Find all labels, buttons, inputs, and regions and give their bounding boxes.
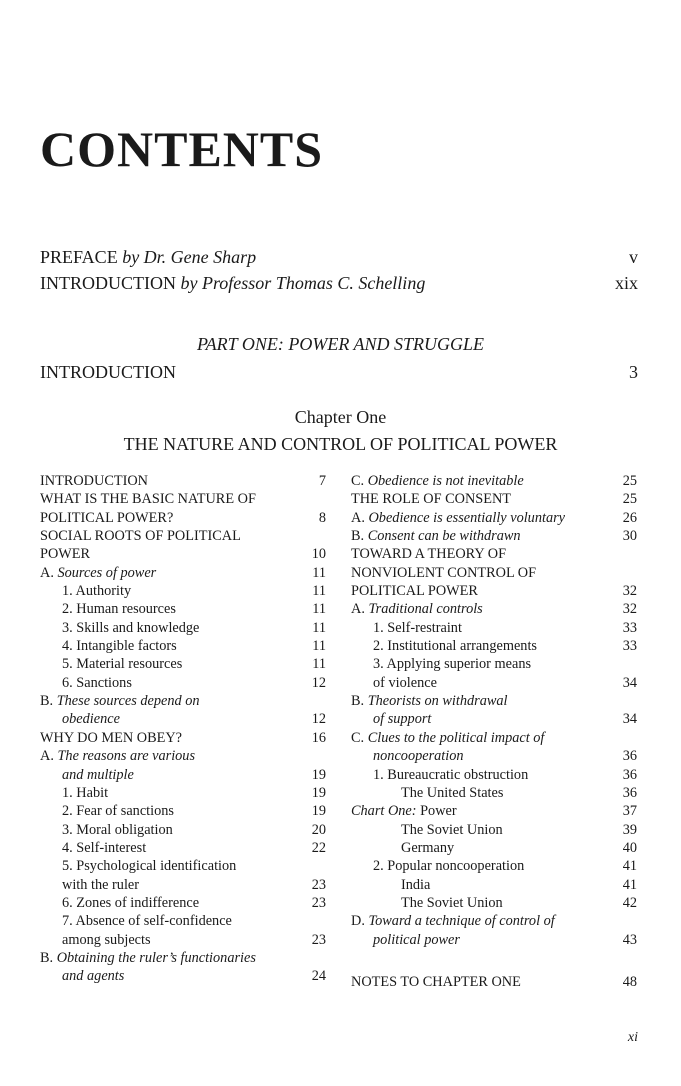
toc-entry-text: India bbox=[401, 876, 431, 893]
toc-entry-text: Obedience is not inevitable bbox=[367, 473, 524, 489]
toc-page-number: 19 bbox=[311, 766, 326, 783]
toc-entry-prefix: A. bbox=[351, 601, 369, 618]
toc-entry bbox=[40, 747, 326, 765]
toc-entry-prefix: A. bbox=[351, 509, 369, 526]
toc-label: PREFACE bbox=[40, 247, 123, 267]
toc-left-column bbox=[40, 472, 326, 986]
toc-entry bbox=[351, 509, 637, 527]
toc-entry bbox=[40, 802, 326, 820]
toc-entry-text: 7. Absence of self-confidence bbox=[62, 913, 232, 930]
toc-entry-text: 2. Institutional arrangements bbox=[373, 638, 537, 655]
toc-entry bbox=[40, 472, 326, 490]
toc-entry-text: 6. Zones of indifference bbox=[62, 894, 200, 911]
toc-entry-text: NONVIOLENT CONTROL OF bbox=[351, 564, 537, 581]
toc-entry bbox=[351, 527, 637, 545]
toc-entry-text: 5. Material resources bbox=[62, 656, 183, 673]
toc-entry bbox=[351, 802, 637, 820]
toc-page-number: 22 bbox=[311, 839, 326, 856]
toc-entry-text: INTRODUCTION bbox=[40, 473, 149, 489]
toc-right-column bbox=[351, 472, 637, 991]
toc-entry bbox=[40, 784, 326, 802]
toc-entry-text: among subjects bbox=[62, 931, 151, 948]
toc-page-number: 41 bbox=[622, 858, 637, 875]
toc-page-number: 36 bbox=[622, 766, 637, 783]
toc-entry-text: 4. Intangible factors bbox=[62, 638, 177, 655]
toc-entry bbox=[40, 655, 326, 673]
toc-entry-text: The Soviet Union bbox=[401, 821, 503, 838]
toc-entry-text: 2. Popular noncooperation bbox=[373, 858, 525, 875]
toc-author: by Dr. Gene Sharp bbox=[122, 247, 257, 267]
toc-entry-text: 1. Authority bbox=[62, 583, 132, 600]
toc-entry-text: Obedience is essentially voluntary bbox=[368, 509, 566, 526]
toc-entry-text: of violence bbox=[373, 674, 437, 691]
toc-entry-text: WHY DO MEN OBEY? bbox=[40, 729, 183, 746]
toc-entry-text: and agents bbox=[62, 968, 125, 985]
toc-entry-text: 2. Human resources bbox=[62, 601, 176, 618]
toc-entry bbox=[40, 839, 326, 857]
toc-entry-prefix: C. bbox=[351, 729, 368, 746]
toc-entry bbox=[351, 766, 637, 784]
toc-entry bbox=[351, 655, 637, 673]
toc-entry-text: TOWARD A THEORY OF bbox=[351, 546, 507, 563]
toc-entry-text: 3. Skills and knowledge bbox=[62, 619, 200, 636]
toc-entry-text: Sources of power bbox=[57, 564, 157, 581]
part-heading: PART ONE: POWER AND STRUGGLE bbox=[196, 334, 484, 354]
toc-entry-text: noncooperation bbox=[373, 748, 464, 765]
toc-page-number: 42 bbox=[622, 894, 637, 911]
toc-page-number: 11 bbox=[312, 601, 326, 618]
toc-page-number: 39 bbox=[622, 821, 637, 838]
toc-page-number: 16 bbox=[311, 729, 326, 746]
toc-entry-text: Clues to the political impact of bbox=[367, 729, 545, 746]
toc-page-number: 12 bbox=[311, 674, 326, 691]
toc-entry-text: Theorists on withdrawal bbox=[367, 693, 508, 710]
toc-entry bbox=[351, 857, 637, 875]
toc-entry bbox=[351, 619, 637, 637]
toc-entry-text: Germany bbox=[401, 839, 455, 856]
toc-entry bbox=[351, 821, 637, 839]
toc-part-introduction bbox=[40, 362, 638, 386]
toc-entry bbox=[40, 931, 326, 949]
toc-page-number: 34 bbox=[622, 711, 637, 728]
toc-entry bbox=[40, 967, 326, 985]
toc-page-number: 34 bbox=[622, 674, 637, 691]
toc-page-number: 23 bbox=[311, 876, 326, 893]
toc-page-number: 12 bbox=[311, 711, 326, 728]
toc-entry-prefix: B. bbox=[40, 949, 57, 966]
toc-entry-text: 4. Self-interest bbox=[62, 839, 147, 856]
toc-entry-text: POWER bbox=[40, 546, 91, 563]
toc-entry-text: political power bbox=[373, 931, 460, 948]
toc-front-introduction bbox=[40, 273, 638, 297]
toc-entry-prefix: B. bbox=[40, 693, 57, 710]
toc-entry bbox=[40, 509, 326, 527]
toc-page-number: 25 bbox=[622, 491, 637, 508]
toc-page-number: 23 bbox=[311, 894, 326, 911]
toc-entry-text: 1. Habit bbox=[62, 784, 109, 801]
toc-entry bbox=[351, 876, 637, 894]
toc-entry bbox=[40, 545, 326, 563]
toc-author: by Professor Thomas C. Schelling bbox=[180, 273, 426, 293]
toc-entry bbox=[40, 582, 326, 600]
toc-entry bbox=[351, 839, 637, 857]
toc-entry bbox=[40, 912, 326, 930]
toc-page-number: 11 bbox=[312, 619, 326, 636]
toc-page-number: 7 bbox=[318, 473, 326, 489]
toc-entry-text: The Soviet Union bbox=[401, 894, 503, 911]
toc-page-number: 36 bbox=[622, 784, 637, 801]
toc-entry-text: Toward a technique of control of bbox=[368, 913, 555, 930]
toc-entry bbox=[351, 490, 637, 508]
toc-entry bbox=[351, 710, 637, 728]
toc-entry bbox=[40, 876, 326, 894]
toc-entry-text: of support bbox=[373, 711, 432, 728]
toc-page-number: 40 bbox=[622, 839, 637, 856]
toc-entry bbox=[40, 527, 326, 545]
toc-page-number: 37 bbox=[622, 803, 637, 820]
toc-entry bbox=[40, 949, 326, 967]
toc-entry-text: 3. Applying superior means bbox=[373, 656, 532, 673]
toc-entry bbox=[351, 894, 637, 912]
toc-page-number: 11 bbox=[312, 656, 326, 673]
toc-entry-text: NOTES TO CHAPTER ONE bbox=[351, 973, 521, 990]
toc-entry-text: POLITICAL POWER bbox=[351, 583, 478, 600]
toc-page-number: 32 bbox=[622, 601, 637, 618]
toc-entry bbox=[351, 637, 637, 655]
toc-entry-prefix: C. bbox=[351, 473, 368, 489]
toc-entry-text: Consent can be withdrawn bbox=[367, 528, 521, 545]
toc-entry-text: These sources depend on bbox=[56, 693, 200, 710]
toc-entry bbox=[40, 710, 326, 728]
toc-entry-text: 2. Fear of sanctions bbox=[62, 803, 174, 820]
toc-entry bbox=[40, 729, 326, 747]
toc-page-number: 3 bbox=[629, 362, 638, 382]
toc-page-number: 43 bbox=[622, 931, 637, 948]
toc-entry-text: Obtaining the ruler’s functionaries bbox=[56, 949, 256, 966]
toc-entry bbox=[351, 784, 637, 802]
toc-entry-text: with the ruler bbox=[62, 876, 140, 893]
toc-entry-prefix: A. bbox=[40, 564, 58, 581]
toc-page-number: 8 bbox=[318, 509, 326, 526]
toc-page-number: 36 bbox=[622, 748, 637, 765]
toc-page-number: 11 bbox=[312, 583, 326, 600]
toc-entry bbox=[40, 692, 326, 710]
toc-page-number: 32 bbox=[622, 583, 637, 600]
toc-page-number: v bbox=[629, 247, 638, 267]
toc-label: INTRODUCTION bbox=[40, 362, 176, 382]
toc-entry-text: 6. Sanctions bbox=[62, 674, 132, 691]
toc-entry-prefix: B. bbox=[351, 693, 368, 710]
toc-entry-notes bbox=[351, 973, 637, 991]
toc-entry bbox=[40, 857, 326, 875]
toc-entry bbox=[351, 692, 637, 710]
page-folio: xi bbox=[627, 1030, 638, 1045]
toc-entry-text: Traditional controls bbox=[368, 601, 483, 618]
toc-entry bbox=[40, 490, 326, 508]
toc-page-number: 20 bbox=[311, 821, 326, 838]
toc-entry-text: POLITICAL POWER? bbox=[40, 509, 174, 526]
toc-page-number: xix bbox=[614, 273, 638, 293]
toc-page-number: 23 bbox=[311, 931, 326, 948]
toc-page-number: 33 bbox=[622, 638, 637, 655]
toc-entry-text: The reasons are various bbox=[57, 748, 196, 765]
toc-entry-text: 5. Psychological identification bbox=[62, 858, 237, 875]
toc-page-number: 48 bbox=[622, 973, 637, 990]
toc-entry-text: WHAT IS THE BASIC NATURE OF bbox=[40, 491, 256, 508]
toc-entry bbox=[351, 582, 637, 600]
toc-entry bbox=[40, 600, 326, 618]
toc-entry bbox=[40, 637, 326, 655]
toc-entry bbox=[40, 619, 326, 637]
toc-entry bbox=[40, 766, 326, 784]
toc-entry-text: 1. Bureaucratic obstruction bbox=[373, 766, 529, 783]
toc-entry bbox=[351, 729, 637, 747]
toc-entry bbox=[40, 564, 326, 582]
toc-page-number: 30 bbox=[622, 528, 637, 545]
toc-page-number: 11 bbox=[312, 638, 326, 655]
toc-entry bbox=[40, 674, 326, 692]
toc-page-number: 33 bbox=[622, 619, 637, 636]
toc-front-preface bbox=[40, 247, 638, 271]
toc-entry bbox=[351, 472, 637, 490]
toc-entry-text: obedience bbox=[62, 711, 120, 728]
toc-label: INTRODUCTION bbox=[40, 273, 181, 293]
toc-entry-text: 1. Self-restraint bbox=[373, 619, 462, 636]
toc-page-number: 11 bbox=[312, 564, 326, 581]
toc-entry bbox=[351, 600, 637, 618]
toc-page-number: 24 bbox=[311, 968, 326, 985]
toc-entry-text: The United States bbox=[401, 784, 504, 801]
toc-entry-text: and multiple bbox=[62, 766, 134, 783]
toc-entry bbox=[351, 747, 637, 765]
toc-page-number: 41 bbox=[622, 876, 637, 893]
toc-entry bbox=[351, 564, 637, 582]
toc-entry-text: Power bbox=[416, 803, 457, 820]
toc-entry-prefix: D. bbox=[351, 913, 369, 930]
toc-entry-text: SOCIAL ROOTS OF POLITICAL bbox=[40, 528, 241, 545]
toc-entry bbox=[40, 821, 326, 839]
toc-entry bbox=[351, 674, 637, 692]
toc-page-number: 19 bbox=[311, 803, 326, 820]
toc-page-number: 26 bbox=[622, 509, 637, 526]
chapter-title: THE NATURE AND CONTROL OF POLITICAL POWER bbox=[123, 434, 558, 454]
toc-page-number: 25 bbox=[622, 473, 637, 489]
toc-entry-prefix: A. bbox=[40, 748, 58, 765]
toc-page-number: 19 bbox=[311, 784, 326, 801]
toc-entry-prefix: Chart One: bbox=[351, 803, 417, 820]
toc-entry-text: 3. Moral obligation bbox=[62, 821, 173, 838]
toc-entry bbox=[351, 931, 637, 949]
toc-entry bbox=[351, 545, 637, 563]
page-title: CONTENTS bbox=[40, 121, 324, 177]
chapter-number: Chapter One bbox=[294, 407, 387, 427]
toc-entry bbox=[351, 912, 637, 930]
toc-entry bbox=[40, 894, 326, 912]
toc-entry-text: THE ROLE OF CONSENT bbox=[351, 491, 512, 508]
toc-entry-prefix: B. bbox=[351, 528, 368, 545]
toc-page-number: 10 bbox=[311, 546, 326, 563]
